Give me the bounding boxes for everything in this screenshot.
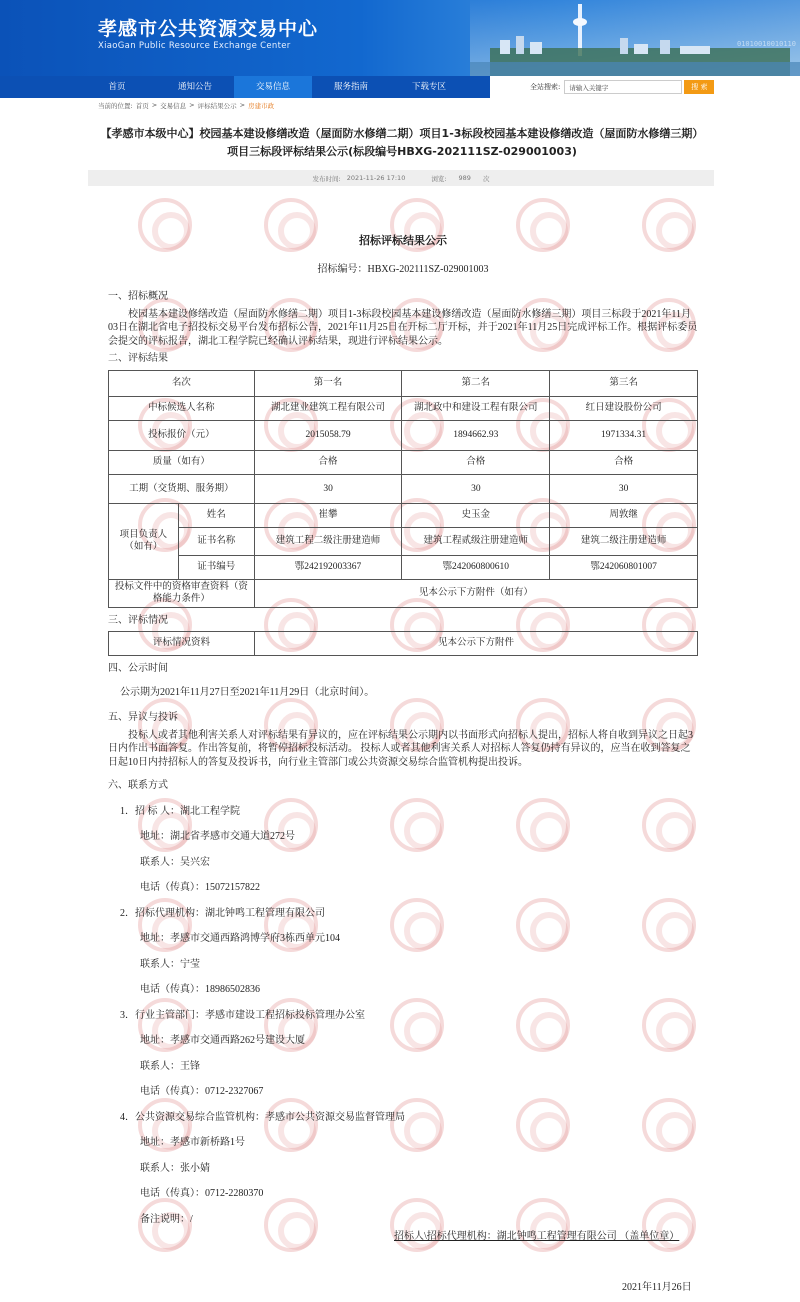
contact-title: 2．招标代理机构：湖北钟鸣工程管理有限公司 [120,907,325,919]
table-cell: 建筑工程二级注册建造师 [254,527,402,555]
breadcrumb-prefix: 当前的位置: [98,102,133,110]
main-nav [0,76,800,98]
nav-item-trade-info[interactable]: 交易信息 [234,76,312,98]
table-cell: 周敦继 [550,503,698,527]
table-cell: 建筑工程贰级注册建造师 [402,527,550,555]
table-cell: 投标文件中的资格审查资料（资格能力条件） [109,579,255,607]
table-cell: 评标情况资料 [109,632,255,656]
result-table [108,370,698,608]
page-title: 【孝感市本级中心】校园基本建设修缮改造（屋面防水修缮二期）项目1-3标段校园基本建设修缮改造（屋面防水修缮三期）项目三标段评标结果公示(标段编号HBXG-202111SZ-029001003) [100,127,704,158]
doc-title: 招标评标结果公示 [359,235,447,247]
section-text: 公示期为2021年11月27日至2021年11月29日（北京时间）。 [120,686,375,698]
table-cell: 第二名 [402,370,550,396]
table-cell: 证书编号 [178,555,254,579]
nav-item-service-guide[interactable]: 服务指南 [333,82,368,92]
section-heading: 五、异议与投诉 [108,712,178,723]
breadcrumb-sep: > [239,101,246,109]
table-cell: 崔攀 [254,503,402,527]
contact-person: 联系人：宁莹 [140,958,200,970]
table-cell: 见本公示下方附件（如有） [254,579,697,607]
table-cell: 项目负责人（如有） [109,503,179,579]
publish-label: 发布时间: [312,174,341,183]
contact-phone: 电话（传真）：0712-2327067 [140,1086,264,1097]
section-heading: 一、招标概况 [108,291,168,302]
table-cell: 姓名 [178,503,254,527]
section-heading: 六、联系方式 [108,780,168,791]
views-unit: 次 [482,174,490,183]
nav-items [78,76,468,98]
search-label: 全站搜索: [530,83,561,91]
publish-time: 2021-11-26 17:10 [346,174,406,182]
table-cell: 1894662.93 [402,420,550,450]
contact-title: 1．招 标 人：湖北工程学院 [120,805,240,817]
table-cell: 第三名 [550,370,698,396]
contact-phone: 电话（传真）：18986502836 [140,984,260,995]
table-cell: 合格 [402,450,550,474]
table-cell: 30 [254,474,402,503]
table-row [109,450,698,474]
breadcrumb [98,101,274,110]
breadcrumb-current[interactable]: 房建市政 [248,102,275,110]
breadcrumb-sep: > [189,101,195,109]
signer-line: 招标人\招标代理机构：湖北钟鸣工程管理有限公司 （盖单位章） [394,1231,680,1242]
table-cell: 30 [550,474,698,503]
table-row [109,474,698,503]
contact-phone: 电话（传真）：0712-2280370 [140,1188,264,1199]
table-row [109,420,698,450]
table-cell: 鄂242060801007 [550,555,698,579]
table-cell: 见本公示下方附件 [255,632,698,656]
table-cell: 鄂242192003367 [254,555,402,579]
contact-person: 联系人：吴兴宏 [140,856,210,868]
table-cell: 名次 [109,370,255,396]
table-cell: 工期（交货期、服务期） [109,474,255,503]
table-cell: 2015058.79 [254,420,402,450]
doc-number: 招标编号：HBXG-202111SZ-029001003 [317,263,489,275]
search-area [490,76,800,98]
table-cell: 证书名称 [178,527,254,555]
breadcrumb-home[interactable]: 首页 [135,102,149,110]
contact-address: 地址：孝感市交通西路鸿博学府3栋西单元104 [140,933,340,944]
decorative-code-text: 01010010010110 [736,40,796,48]
views-label: 浏览: [431,174,447,183]
city-skyline-image [470,0,800,76]
search-input[interactable] [564,80,682,94]
table-cell: 合格 [550,450,698,474]
search-button[interactable]: 搜 索 [684,80,714,94]
contact-address: 地址：湖北省孝感市交通大道272号 [140,831,295,842]
table-row [109,632,698,656]
table-cell: 合格 [254,450,402,474]
nav-item-downloads[interactable]: 下载专区 [411,82,446,92]
table-cell: 投标报价（元） [109,420,255,450]
remark: 备注说明：/ [140,1213,193,1225]
section-text: 投标人或者其他利害关系人对评标结果有异议的，应在评标结果公示期内以书面形式向招标人提出，招标人将自收到异议之日起3日内作出书面答复。作出答复前，将暂停招标投标活动。 投标人或者其他利害关系人对招标人答复仍持有异议的，应当在收到答复之日起10日内持招标人的答复及投诉书，向行业主管部门或公共资源交易综合监管机构提出投诉。 [108,729,693,768]
document-body [108,230,698,1226]
contact-person: 联系人：王锋 [140,1060,200,1072]
breadcrumb-result-notice[interactable]: 评标结果公示 [197,102,237,110]
section-heading: 二、评标结果 [108,353,168,364]
table-cell: 质量（如有） [109,450,255,474]
site-header [0,0,800,76]
contact-title: 3．行业主管部门：孝感市建设工程招标投标管理办公室 [120,1009,365,1021]
nav-item-home[interactable]: 首页 [108,82,126,92]
table-cell: 湖北政中和建设工程有限公司 [402,396,550,420]
table-row [109,555,698,579]
table-row [109,579,698,607]
article-meta [88,170,714,186]
sign-date: 2021年11月26日 [622,1282,692,1293]
section-text: 校园基本建设修缮改造（屋面防水修缮二期）项目1-3标段校园基本建设修缮改造（屋面防水修缮三期）项目三标段于2021年11月03日在湖北省电子招投标交易平台发布招标公告，2021年11月25日在开标二厅开标，并于2021年11月25日完成评标工作。根据评标委员会提交的评标报告，湖北工程学院已经确认评标结果，现进行评标结果公示。 [108,308,698,347]
table-cell: 中标候选人名称 [109,396,255,420]
breadcrumb-trade-info[interactable]: 交易信息 [160,102,187,110]
table-row [109,396,698,420]
contact-phone: 电话（传真）：15072157822 [140,882,260,893]
contact-address: 地址：孝感市新桥路1号 [140,1137,245,1148]
table-row [109,370,698,396]
contact-person: 联系人：张小婧 [140,1162,210,1174]
contact-address: 地址：孝感市交通西路262号建设大厦 [140,1035,305,1046]
table-cell: 湖北建业建筑工程有限公司 [254,396,402,420]
contact-title: 4．公共资源交易综合监管机构：孝感市公共资源交易监督管理局 [120,1111,405,1123]
table-cell: 1971334.31 [550,420,698,450]
table-cell: 第一名 [254,370,402,396]
table-cell: 红日建设股份公司 [550,396,698,420]
views-count: 989 [458,174,471,182]
nav-item-notices[interactable]: 通知公告 [177,82,212,92]
breadcrumb-sep: > [151,101,158,109]
table-cell: 30 [402,474,550,503]
site-title[interactable]: 孝感市公共资源交易中心 [98,18,319,40]
table-cell: 史玉金 [402,503,550,527]
table-row [109,503,698,527]
table-cell: 鄂242060800610 [402,555,550,579]
table-row [109,527,698,555]
table-cell: 建筑二级注册建造师 [550,527,698,555]
evaluation-table [108,631,698,656]
section-heading: 三、评标情况 [108,614,168,626]
section-heading: 四、公示时间 [108,663,168,674]
site-subtitle: XiaoGan Public Resource Exchange Center [98,41,291,51]
